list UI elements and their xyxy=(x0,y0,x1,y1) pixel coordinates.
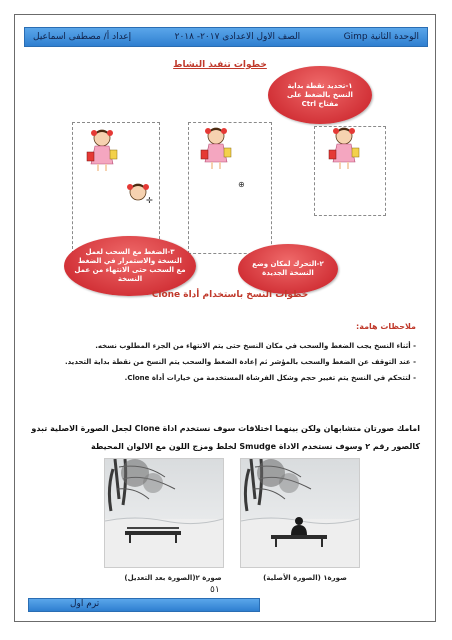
page-number: ٥١ xyxy=(210,585,220,595)
original-photo xyxy=(240,458,360,568)
step3-text: ٣-الضغط مع السحب لعمل النسخة والاستمرار في الضغط مع السحب حتى الانتهاء من عمل النسخة xyxy=(74,248,186,283)
note-item: - لتتحكم في النسخ يتم تغيير حجم وشكل الفرشاة المستخدمة من خيارات أداة Clone. xyxy=(124,374,416,382)
instruction-line-2: كالصور رقم ٢ وسوف نستخدم الاداة Smudge لخلط ومزج اللون مع الالوان المحيطة xyxy=(91,442,420,451)
footer-bar xyxy=(28,598,260,612)
step1-text: ١-تحديد نقطة بداية النسخ بالضغط على مفتاح Ctrl xyxy=(287,81,353,108)
caption-edited: صورة ٢(الصورة بعد التعديل) xyxy=(124,574,222,582)
page-title: خطوات تنفيذ النشاط xyxy=(173,60,267,70)
instruction-line-1: امامك صورتان متشابهان ولكن بينهما اختلافات سوف نستخدم اداة Clone لجعل الصورة الاصلية تبدو xyxy=(31,424,420,433)
edited-photo xyxy=(104,458,224,568)
notes-heading: ملاحظات هامة: xyxy=(356,322,416,331)
footer-label: ترم اول xyxy=(70,599,100,609)
clone-target-cursor: ⊕ xyxy=(238,180,245,189)
girl-figure-left xyxy=(84,128,120,172)
page-border xyxy=(14,14,436,622)
note-item: - عند التوقف عن الضغط والسحب بالمؤشر ثم إعادة الضغط والسحب يتم النسخ من نقطة بداية التحديد. xyxy=(64,358,416,366)
caption-original: صورة١ (الصورة الأصلية) xyxy=(263,574,347,582)
step3-bubble xyxy=(64,236,196,296)
girl-figure-right xyxy=(326,126,362,170)
header-bar xyxy=(24,27,428,47)
step2-text: ٢-التحرك لمكان وضع النسخة الجديدة xyxy=(252,260,324,277)
section-title: خطوات النسخ باستخدام أداة Clone xyxy=(151,290,309,300)
girl-figure-middle xyxy=(198,126,234,170)
clone-source-cursor: ✛ xyxy=(146,196,153,205)
step2-bubble xyxy=(238,244,338,294)
header-grade: الصف الاول الاعدادى ٢٠١٧- ٢٠١٨ xyxy=(174,32,301,42)
step1-bubble xyxy=(268,66,372,124)
header-author: إعداد أ/ مصطفى اسماعيل xyxy=(33,32,132,42)
note-item: - أثناء النسخ يجب الضغط والسحب في مكان النسخ حتى يتم الانتهاء من الجزء المطلوب نسخه. xyxy=(95,342,416,350)
header-unit: الوحدة الثانية Gimp xyxy=(343,32,419,42)
